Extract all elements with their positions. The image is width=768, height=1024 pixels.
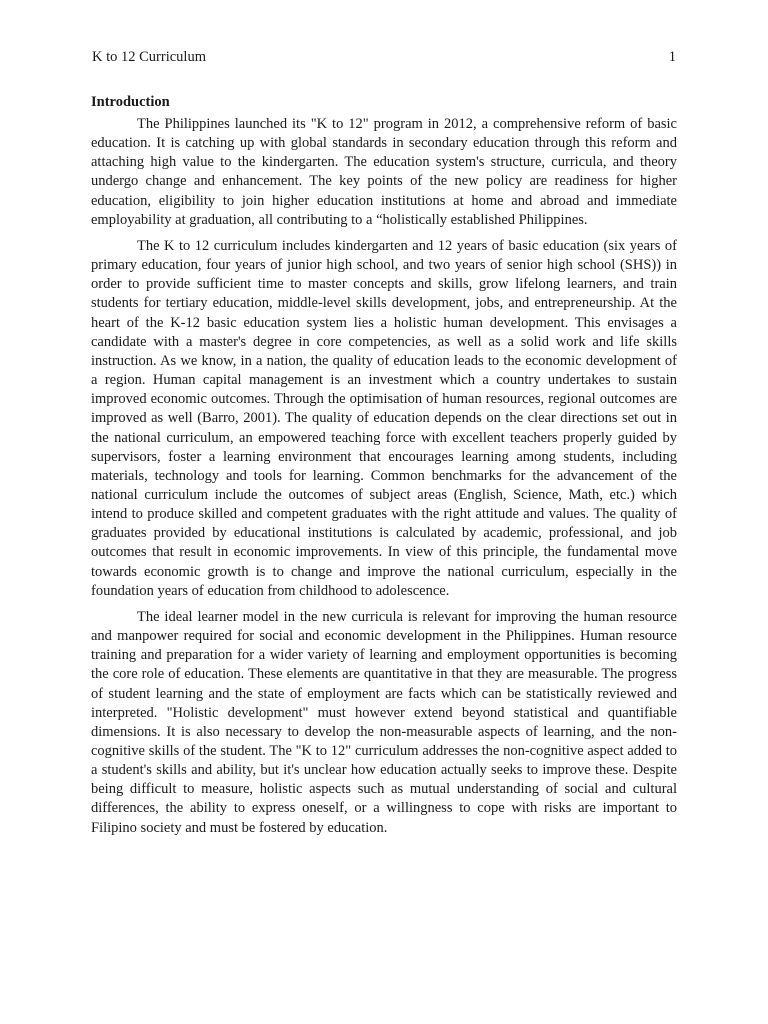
paragraph-2: The K to 12 curriculum includes kindergarten and 12 years of basic education (six years of primary education, four years of junior high school, and two years of senior high school (SHS)) in order to provide sufficient time to master concepts and skills, grow lifelong learners, and train students for tertiary education, middle-level skills development, jobs, and entrepreneurship. At the heart of the K-12 basic education system lies a holistic human development. This envisages a candidate with a master's degree in core competencies, as well as a solid work and life skills instruction. As we know, in a nation, the quality of education leads to the economic development of a region. Human capital management is an investment which a country undertakes to sustain improved economic outcomes. Through the optimisation of human resources, regional outcomes are improved as well (Barro, 2001). The quality of education depends on the clear directions set out in the national curriculum, an empowered teaching force with excellent teachers properly guided by supervisors, foster a learning environment that encourages learning among students, including materials, technology and tools for learning. Common benchmarks for the advancement of the national curriculum include the outcomes of subject areas (English, Science, Math, etc.) which intend to produce skilled and competent graduates with the right attitude and values. The quality of graduates provided by educational institutions is calculated by academic, professional, and job outcomes that result in economic improvements. In view of this principle, the fundamental move towards economic growth is to change and improve the national curriculum, especially in the foundation years of education from childhood to adolescence. <box>91 237 677 599</box>
paragraph-1: The Philippines launched its "K to 12" program in 2012, a comprehensive reform of basic education. It is catching up with global standards in secondary education through this reform and attaching high value to the kindergarten. The education system's structure, curricula, and theory undergo change and enhancement. The key points of the new policy are readiness for higher education, eligibility to join higher education institutions at home and abroad and immediate employability at graduation, all contributing to a “holistically established Philippines. <box>91 116 677 228</box>
paragraph-3: The ideal learner model in the new curricula is relevant for improving the human resource and manpower required for social and economic development in the Philippines. Human resource training and preparation for a wider variety of learning and employment opportunities is becoming the core role of education. These elements are quantitative in that they are measurable. The progress of student learning and the state of employment are facts which can be statistically reviewed and interpreted. "Holistic development" must however extend beyond statistical and quantifiable dimensions. It is also necessary to develop the non-measurable aspects of learning, and the non-cognitive skills of the student. The "K to 12" curriculum addresses the non-cognitive aspect added to a student's skills and ability, but it's unclear how education actually seeks to improve these. Despite being difficult to measure, holistic aspects such as mutual understanding of social and cultural differences, the ability to express oneself, or a willingness to cope with risks are important to Filipino society and must be fostered by education. <box>91 608 677 836</box>
running-head-title: K to 12 Curriculum <box>92 49 206 65</box>
section-heading: Introduction <box>91 94 170 110</box>
page-number: 1 <box>668 49 676 65</box>
document-body <box>91 93 677 845</box>
